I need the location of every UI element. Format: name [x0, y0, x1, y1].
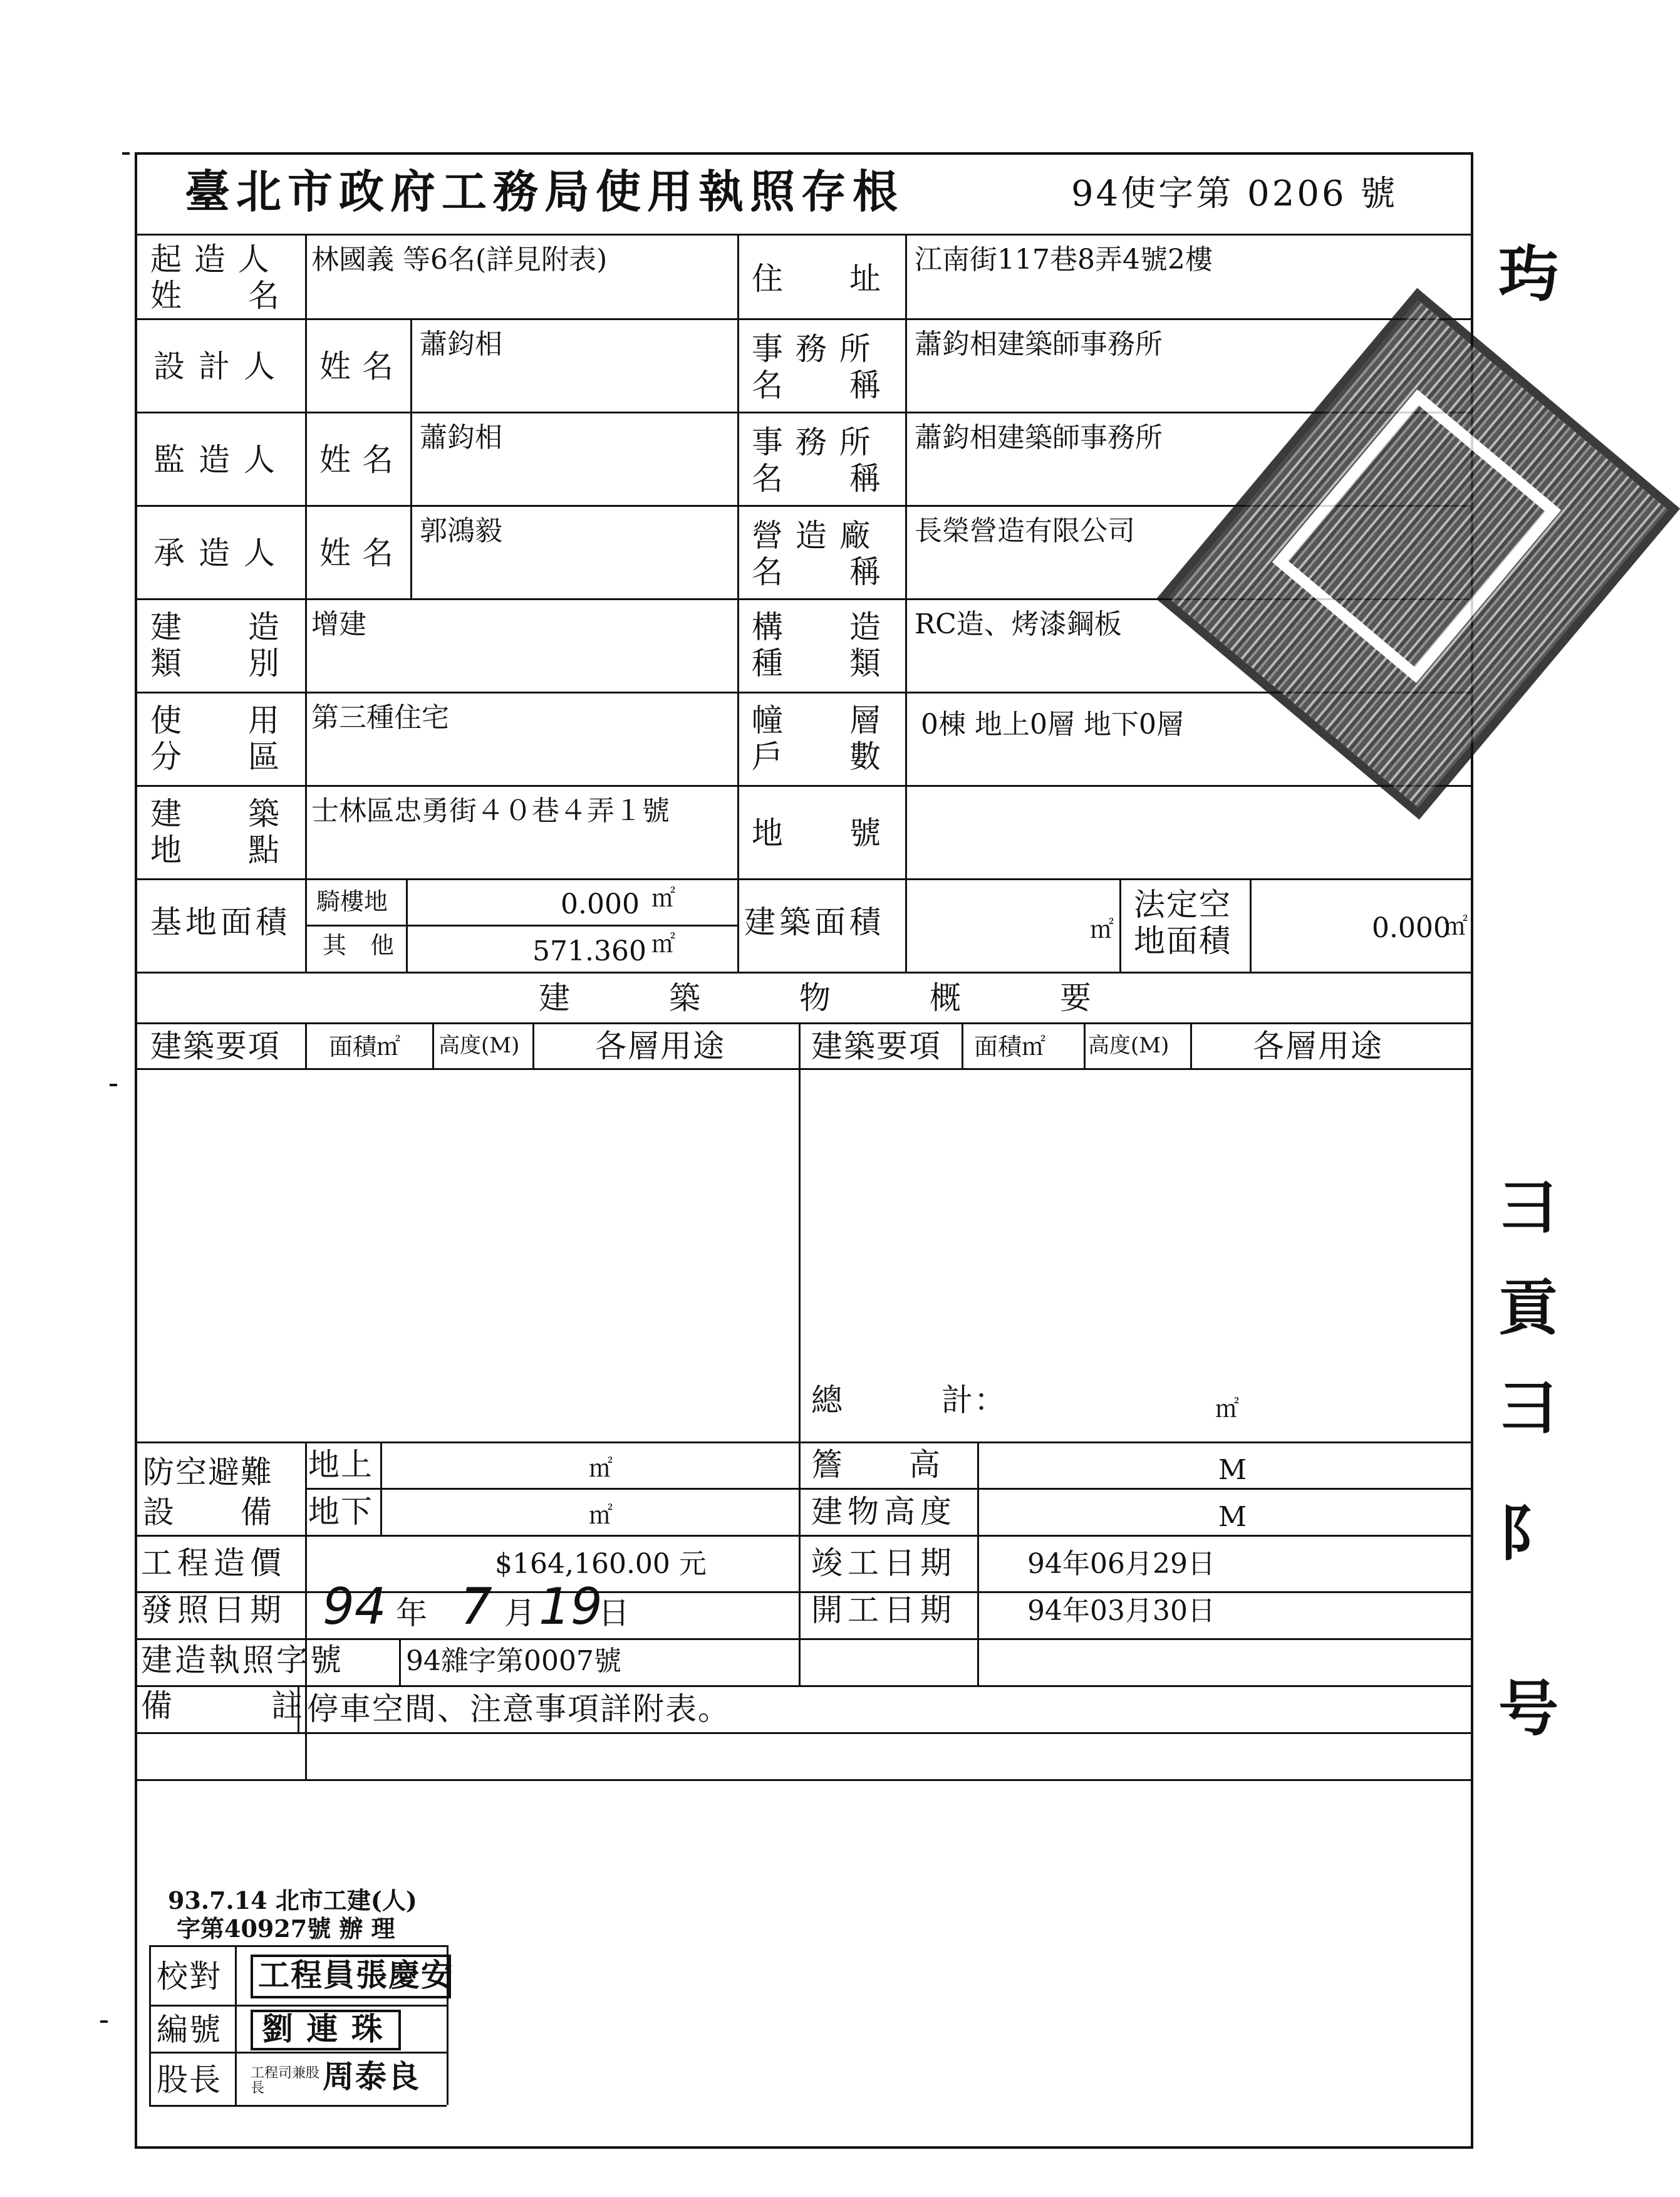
air-raid-shelter-label: 防空避難 設 備 [143, 1454, 273, 1530]
check-name: 工程員張慶安 [258, 1956, 454, 1993]
issue-year-char: 年 [396, 1595, 428, 1631]
stamp-line2: 字第40927號 辦 理 [177, 1914, 395, 1943]
site-label: 建 築 地 點 [150, 796, 281, 868]
summary-total-unit: ㎡ [1215, 1395, 1240, 1423]
issue-day-char: 日 [598, 1595, 631, 1631]
arcade-unit: ㎡ [651, 885, 676, 912]
site-area-label: 基地面積 [150, 904, 291, 940]
summary-heading: 建 築 物 概 要 [539, 980, 1092, 1016]
designer-name-label: 姓名 [319, 348, 405, 385]
build-type-label: 建 造 類 別 [150, 609, 281, 682]
eave-height-unit: M [1218, 1454, 1247, 1486]
issue-year: 94 [323, 1577, 386, 1636]
shelter-below-unit: ㎡ [589, 1502, 613, 1529]
building-area-unit: ㎡ [1090, 916, 1114, 943]
summary-total-label: 總 計： [811, 1382, 1007, 1418]
building-height-label: 建物高度 [811, 1493, 957, 1530]
issue-date-label: 發照日期 [141, 1592, 286, 1628]
eave-height-label: 簷 高 [811, 1446, 941, 1483]
remarks-label: 備 註 [141, 1688, 304, 1724]
units-value: 0棟 地上0層 地下0層 [921, 709, 1184, 740]
form-title: 臺北市政府工務局使用執照存根 [185, 165, 905, 218]
contractor-label: 承造人 [153, 535, 289, 571]
permit-number: 94使字第 0206 號 [1071, 174, 1398, 214]
arcade-area: 0.000 [561, 888, 640, 920]
chief-label: 股長 [157, 2062, 222, 2098]
building-area-label: 建築面積 [744, 904, 884, 940]
construction-license: 94雜字第0007號 [406, 1645, 621, 1677]
lot-number-label: 地 號 [752, 815, 882, 851]
supervisor-office: 蕭鈞相建築師事務所 [915, 422, 1163, 454]
start-date: 94年03月30日 [1027, 1595, 1215, 1627]
remarks-value: 停車空間、注意事項詳附表。 [307, 1691, 730, 1727]
zoning-value: 第三種住宅 [311, 702, 449, 734]
shelter-above-unit: ㎡ [589, 1455, 613, 1482]
number-label: 編號 [157, 2012, 222, 2048]
chief-name: 周泰良 [323, 2058, 420, 2095]
summary-col-item-left: 建築要項 [150, 1028, 281, 1064]
designer-office: 蕭鈞相建築師事務所 [915, 328, 1163, 360]
project-cost: $164,160.00 元 [495, 1548, 707, 1580]
summary-col-height-right: 高度(M) [1088, 1033, 1169, 1058]
applicant-label: 起 造 人 姓 名 [150, 241, 281, 314]
address-label: 住 址 [752, 261, 882, 297]
chief-title: 工程司兼股長 [251, 2065, 320, 2096]
zoning-label: 使 用 分 區 [150, 702, 281, 775]
shelter-above-label: 地上 [308, 1446, 373, 1483]
summary-col-use-right: 各層用途 [1253, 1028, 1383, 1064]
number-name: 劉 連 珠 [262, 2010, 384, 2047]
designer-office-label: 事 務 所 名 稱 [752, 331, 882, 403]
contractor-firm-label: 營 造 廠 名 稱 [752, 517, 882, 590]
stamp-line1: 93.7.14 北市工建(人) [168, 1886, 417, 1914]
project-cost-label: 工程造價 [141, 1545, 286, 1581]
contractor-name-label: 姓名 [319, 535, 405, 571]
start-date-label: 開工日期 [811, 1592, 957, 1628]
construction-license-label: 建造執照字號 [141, 1642, 344, 1678]
issue-month: 7 [460, 1577, 492, 1636]
open-space-unit: ㎡ [1444, 913, 1468, 940]
open-space-label: 法定空 地面積 [1134, 886, 1231, 959]
contractor-firm: 長榮營造有限公司 [915, 515, 1135, 547]
structure-label: 構 造 種 類 [752, 609, 882, 682]
supervisor-label: 監造人 [153, 442, 289, 478]
designer-label: 設計人 [153, 348, 289, 385]
build-type-value: 增建 [311, 608, 366, 640]
other-unit: ㎡ [651, 930, 676, 958]
other-area: 571.360 [532, 935, 646, 967]
summary-col-use-left: 各層用途 [595, 1028, 725, 1064]
building-height-unit: M [1218, 1501, 1247, 1533]
completion-date: 94年06月29日 [1027, 1548, 1215, 1580]
issue-month-char: 月 [504, 1595, 537, 1631]
supervisor-name: 蕭鈞相 [420, 422, 502, 454]
designer-name: 蕭鈞相 [420, 328, 502, 360]
other-area-label: 其 他 [323, 932, 395, 959]
contractor-name: 郭鴻毅 [420, 515, 502, 547]
summary-col-height-left: 高度(M) [438, 1033, 520, 1058]
arcade-label: 騎樓地 [316, 888, 388, 915]
site-address: 士林區忠勇街４０巷４弄１號 [311, 795, 670, 827]
open-space-area: 0.000 [1372, 912, 1451, 944]
address-value: 江南街117巷8弄4號2樓 [915, 244, 1213, 276]
supervisor-office-label: 事 務 所 名 稱 [752, 424, 882, 497]
summary-col-area-right: 面積㎡ [974, 1033, 1046, 1061]
applicant-name: 林國義 等6名(詳見附表) [311, 244, 608, 276]
summary-col-item-right: 建築要項 [811, 1028, 941, 1064]
check-label: 校對 [157, 1958, 222, 1995]
issue-day: 19 [539, 1577, 603, 1636]
units-label: 幢 層 戶 數 [752, 702, 882, 775]
summary-col-area-left: 面積㎡ [329, 1033, 401, 1061]
shelter-below-label: 地下 [308, 1493, 373, 1530]
supervisor-name-label: 姓名 [319, 442, 405, 478]
completion-date-label: 竣工日期 [811, 1545, 957, 1581]
structure-value: RC造、烤漆鋼板 [915, 608, 1122, 640]
